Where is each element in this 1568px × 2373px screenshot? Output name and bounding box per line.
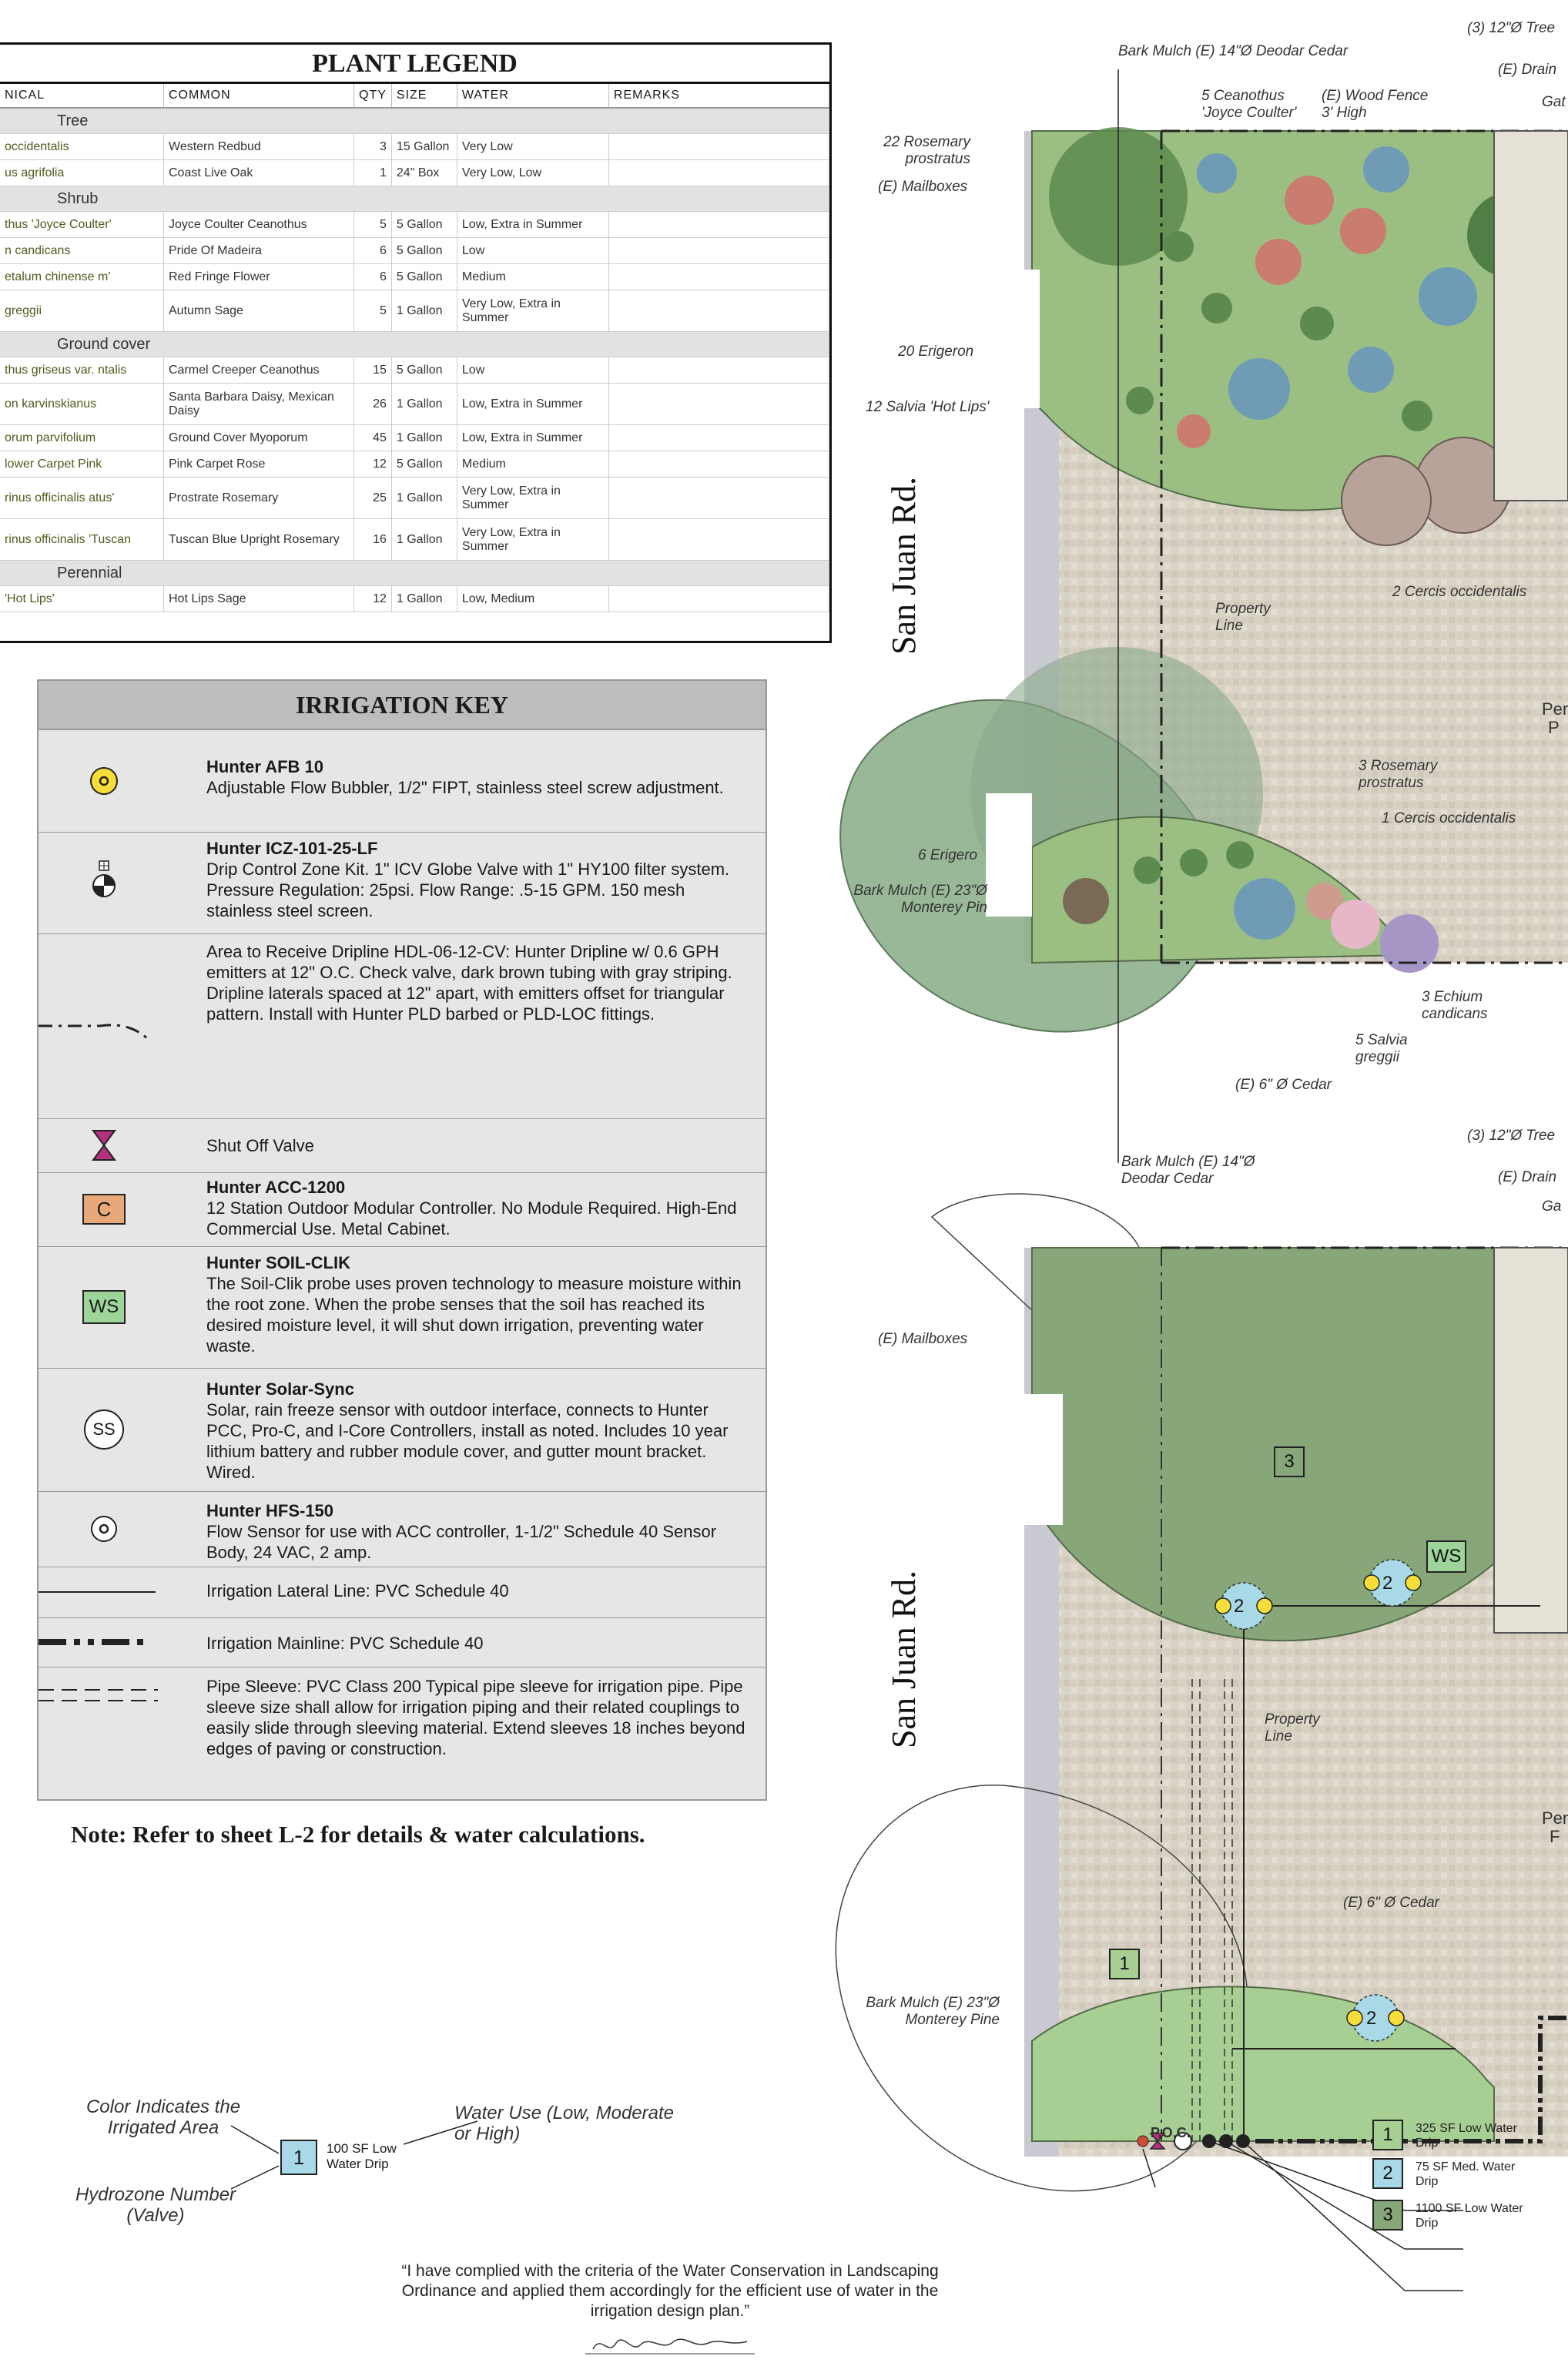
lateral-line-icon <box>39 1567 169 1617</box>
controller-symbol-text: C <box>82 1194 126 1225</box>
plant-cell-water: Very Low, Low <box>457 160 608 186</box>
plant-row <box>0 478 829 519</box>
key-name-controller: Hunter ACC-1200 <box>206 1178 346 1197</box>
plant-cell-botanical: thus 'Joyce Coulter' <box>0 212 164 238</box>
key-name-flow-sensor: Hunter HFS-150 <box>206 1501 334 1520</box>
plant-cell-qty: 15 <box>354 357 392 384</box>
plant-cell-botanical: etalum chinense m' <box>0 264 164 290</box>
plant-cell-remarks <box>608 160 829 186</box>
plant-cell-remarks <box>608 212 829 238</box>
key-name-soil-clik: Hunter SOIL-CLIK <box>206 1253 350 1272</box>
key-row-solar-sync <box>39 1368 766 1492</box>
hz-leader-lines <box>0 2080 770 2234</box>
plant-cell-size: 1 Gallon <box>391 384 457 425</box>
plant-cell-qty: 5 <box>354 212 392 238</box>
plant-row <box>0 519 829 561</box>
plant-cell-botanical: 'Hot Lips' <box>0 586 164 612</box>
lbl-drain-bottom: (E) Drain <box>1498 1169 1557 1185</box>
header-common: COMMON <box>164 84 354 108</box>
plant-group-name: Perennial <box>0 561 829 586</box>
lbl-poc: P.O.C. <box>1151 2125 1191 2140</box>
irrigation-plan <box>816 1186 1568 2373</box>
lbl-rosemary3: 3 Rosemary prostratus <box>1359 758 1438 791</box>
zone-marker-2a: 2 <box>1234 1596 1245 1617</box>
plant-cell-common: Pink Carpet Rose <box>164 451 354 478</box>
plant-cell-remarks <box>608 586 829 612</box>
key-desc-shutoff: Shut Off Valve <box>206 1136 314 1155</box>
key-desc-mainline: Irrigation Mainline: PVC Schedule 40 <box>206 1634 484 1653</box>
plant-cell-qty: 12 <box>354 586 392 612</box>
lbl-f-bottom: F <box>1550 1827 1560 1846</box>
plant-group-name: Ground cover <box>0 332 829 357</box>
plant-cell-botanical: us agrifolia <box>0 160 164 186</box>
key-row-shutoff <box>39 1118 766 1173</box>
plant-cell-size: 15 Gallon <box>391 134 457 160</box>
plant-cell-size: 1 Gallon <box>391 290 457 332</box>
plant-group-name: Tree <box>0 108 829 134</box>
plant-row <box>0 238 829 264</box>
plant-cell-size: 5 Gallon <box>391 264 457 290</box>
lbl-drain: (E) Drain <box>1498 62 1557 78</box>
soil-clik-icon <box>39 1246 169 1368</box>
lbl-cercis2: 2 Cercis occidentalis <box>1392 584 1527 600</box>
plant-cell-botanical: lower Carpet Pink <box>0 451 164 478</box>
key-row-lateral-line <box>39 1567 766 1618</box>
plant-cell-common: Autumn Sage <box>164 290 354 332</box>
lbl-per-top: Per <box>1542 699 1568 719</box>
key-row-pipe-sleeve <box>39 1667 766 1799</box>
lbl-rosemary22: 22 Rosemary prostratus <box>883 134 970 167</box>
plant-cell-qty: 26 <box>354 384 392 425</box>
plant-group-row <box>0 108 829 134</box>
key-row-soil-clik <box>39 1246 766 1369</box>
plant-cell-water: Very Low, Extra in Summer <box>457 290 608 332</box>
lbl-property-line-bottom: Property Line <box>1265 1711 1320 1745</box>
plant-legend-title: PLANT LEGEND <box>0 45 829 84</box>
plant-cell-qty: 3 <box>354 134 392 160</box>
lbl-cedar6-bottom: (E) 6" Ø Cedar <box>1343 1895 1440 1911</box>
plant-cell-water: Very Low, Extra in Summer <box>457 478 608 519</box>
plant-cell-water: Very Low <box>457 134 608 160</box>
plant-cell-common: Carmel Creeper Ceanothus <box>164 357 354 384</box>
plant-cell-water: Low <box>457 357 608 384</box>
zone-legend-2-text: 75 SF Med. Water Drip <box>1416 2160 1516 2188</box>
key-row-drip-valve <box>39 832 766 934</box>
plant-cell-qty: 1 <box>354 160 392 186</box>
plant-cell-botanical: greggii <box>0 290 164 332</box>
plant-cell-botanical: rinus officinalis 'Tuscan <box>0 519 164 561</box>
solar-sync-icon <box>39 1368 169 1491</box>
hz-color-label: Color Indicates the Irrigated Area <box>85 2096 241 2138</box>
plant-group-name: Shrub <box>0 186 829 212</box>
zone-marker-1: 1 <box>1109 1949 1140 1979</box>
plant-cell-qty: 25 <box>354 478 392 519</box>
plant-legend-body <box>0 108 829 612</box>
plant-cell-size: 5 Gallon <box>391 451 457 478</box>
irrigation-key-title: IRRIGATION KEY <box>39 681 766 730</box>
lbl-pine-top: Bark Mulch (E) 23"Ø Monterey Pin <box>853 883 987 916</box>
key-row-mainline <box>39 1617 766 1667</box>
plant-cell-common: Pride Of Madeira <box>164 238 354 264</box>
plant-row <box>0 160 829 186</box>
plant-group-row <box>0 186 829 212</box>
drip-valve-icon <box>39 832 169 933</box>
note-text: Note: Refer to sheet L-2 for details & water calculations. <box>71 1821 645 1848</box>
bubbler-icon <box>39 730 169 832</box>
plant-cell-common: Western Redbud <box>164 134 354 160</box>
plant-row <box>0 451 829 478</box>
plant-cell-size: 5 Gallon <box>391 357 457 384</box>
key-desc-solar-sync: Solar, rain freeze sensor with outdoor interface, connects to Hunter PCC, Pro-C, and I-Core Controllers, install as noted. Includes 10 year lithium battery and rubber module cover, and gutter mount bracket. Wired. <box>206 1400 729 1482</box>
lbl-tree12-bottom: (3) 12"Ø Tree <box>1467 1128 1556 1144</box>
plant-cell-size: 1 Gallon <box>391 478 457 519</box>
plant-cell-botanical: occidentalis <box>0 134 164 160</box>
plant-legend-header-row <box>0 84 829 108</box>
plant-cell-size: 1 Gallon <box>391 519 457 561</box>
plant-cell-common: Prostrate Rosemary <box>164 478 354 519</box>
lbl-property-line-top: Property Line <box>1215 601 1271 634</box>
header-water: WATER <box>457 84 608 108</box>
lbl-ceanothus: 5 Ceanothus 'Joyce Coulter' <box>1201 88 1297 121</box>
lbl-gate: Gat <box>1542 94 1566 110</box>
lbl-pine-bottom: Bark Mulch (E) 23"Ø Monterey Pine <box>866 1995 1000 2028</box>
lbl-salvia12: 12 Salvia 'Hot Lips' <box>866 399 990 415</box>
lbl-salvia5: 5 Salvia greggii <box>1355 1032 1408 1065</box>
plant-cell-remarks <box>608 238 829 264</box>
controller-icon <box>39 1172 169 1246</box>
key-name-solar-sync: Hunter Solar-Sync <box>206 1379 354 1399</box>
compliance-statement: “I have complied with the criteria of the Water Conservation in Landscaping Ordinance and applied them accordingly for the efficient use of water in the irrigation design plan.” <box>401 2262 939 2320</box>
solar-sync-symbol-text: SS <box>84 1409 124 1450</box>
zone-marker-3: 3 <box>1274 1446 1305 1477</box>
plant-row <box>0 357 829 384</box>
plant-cell-common: Hot Lips Sage <box>164 586 354 612</box>
plant-cell-size: 1 Gallon <box>391 586 457 612</box>
lbl-per-bottom: Per <box>1542 1808 1568 1828</box>
plant-cell-remarks <box>608 425 829 451</box>
key-row-flow-sensor <box>39 1491 766 1567</box>
plant-cell-remarks <box>608 384 829 425</box>
key-desc-flow-sensor: Flow Sensor for use with ACC controller, 1-1/2" Schedule 40 Sensor Body, 24 VAC, 2 amp. <box>206 1522 717 1562</box>
signature <box>578 2326 762 2365</box>
plant-row <box>0 212 829 238</box>
zone-legend-3-text: 1100 SF Low Water Drip <box>1416 2202 1523 2230</box>
plant-cell-common: Tuscan Blue Upright Rosemary <box>164 519 354 561</box>
zone-legend-2-box: 2 <box>1372 2158 1403 2189</box>
plant-cell-botanical: n candicans <box>0 238 164 264</box>
plant-row <box>0 425 829 451</box>
key-desc-controller: 12 Station Outdoor Modular Controller. No Module Required. High-End Commercial Use. Metal Cabinet. <box>206 1198 737 1238</box>
flow-sensor-icon <box>39 1491 169 1567</box>
plant-cell-size: 5 Gallon <box>391 238 457 264</box>
zone-legend-3-box: 3 <box>1372 2200 1403 2231</box>
plant-cell-botanical: thus griseus var. ntalis <box>0 357 164 384</box>
plant-legend <box>0 42 832 643</box>
key-desc-soil-clik: The Soil-Clik probe uses proven technology to measure moisture within the root zone. When the probe senses that the soil has reached its desired moisture level, it will shut down irrigation, preventing water waste. <box>206 1274 742 1356</box>
key-desc-pipe-sleeve: Pipe Sleeve: PVC Class 200 Typical pipe sleeve for irrigation pipe. Pipe sleeve size shall allow for irrigation piping and their related couplings to easily slide through sleeving material. Extend sleeves 18 inches beyond edges of paving or construction. <box>206 1677 745 1758</box>
plant-cell-remarks <box>608 357 829 384</box>
plant-cell-botanical: orum parvifolium <box>0 425 164 451</box>
plant-cell-water: Low, Medium <box>457 586 608 612</box>
lbl-echium: 3 Echium candicans <box>1422 989 1488 1022</box>
plant-cell-common: Joyce Coulter Ceanothus <box>164 212 354 238</box>
key-row-controller <box>39 1172 766 1247</box>
header-qty: QTY <box>354 84 392 108</box>
zone-marker-2c: 2 <box>1366 2008 1377 2029</box>
lbl-gate-bottom: Ga <box>1542 1198 1562 1215</box>
plant-cell-size: 5 Gallon <box>391 212 457 238</box>
hz-water-use-label: Water Use (Low, Moderate or High) <box>454 2103 675 2144</box>
plant-row <box>0 290 829 332</box>
poc-icon <box>1137 2136 1148 2147</box>
lbl-fence: (E) Wood Fence 3' High <box>1322 88 1429 121</box>
plant-cell-qty: 6 <box>354 238 392 264</box>
zone3-area <box>1032 1248 1494 1641</box>
plant-cell-remarks <box>608 134 829 160</box>
zone-legend-1-box: 1 <box>1372 2120 1403 2150</box>
plant-cell-water: Medium <box>457 264 608 290</box>
header-size: SIZE <box>391 84 457 108</box>
plant-cell-size: 1 Gallon <box>391 425 457 451</box>
plant-cell-water: Low, Extra in Summer <box>457 384 608 425</box>
plant-cell-remarks <box>608 519 829 561</box>
plant-cell-size: 24" Box <box>391 160 457 186</box>
key-desc-lateral-line: Irrigation Lateral Line: PVC Schedule 40 <box>206 1581 509 1600</box>
hz-number-label: Hydrozone Number (Valve) <box>75 2184 236 2226</box>
road-label-top: San Juan Rd. <box>885 477 923 655</box>
zone-marker-2b: 2 <box>1382 1573 1393 1594</box>
mainline-icon <box>39 1617 169 1667</box>
soil-clik-symbol-text: WS <box>82 1290 126 1324</box>
ws-plan-icon: WS <box>1426 1540 1466 1573</box>
plant-legend-table <box>0 84 829 612</box>
key-row-bubbler <box>39 730 766 833</box>
lbl-mailboxes: (E) Mailboxes <box>878 179 968 195</box>
plant-cell-qty: 12 <box>354 451 392 478</box>
plant-cell-remarks <box>608 264 829 290</box>
plant-cell-common: Coast Live Oak <box>164 160 354 186</box>
hz-sample-box: 1 <box>280 2140 317 2175</box>
key-desc-bubbler: Adjustable Flow Bubbler, 1/2" FIPT, stainless steel screw adjustment. <box>206 778 724 797</box>
plant-cell-botanical: on karvinskianus <box>0 384 164 425</box>
plant-cell-water: Very Low, Extra in Summer <box>457 519 608 561</box>
plant-cell-qty: 45 <box>354 425 392 451</box>
plant-row <box>0 264 829 290</box>
lbl-deodar-bottom-top: Bark Mulch (E) 14"Ø Deodar Cedar <box>1121 1154 1255 1187</box>
key-name-bubbler: Hunter AFB 10 <box>206 757 323 776</box>
lbl-erigeron6: 6 Erigero <box>918 847 978 863</box>
key-desc-drip-valve: Drip Control Zone Kit. 1" ICV Globe Valve with 1" HY100 filter system. Pressure Regulation: 25psi. Flow Range: .5-15 GPM. 150 mesh stainless steel screen. <box>206 860 730 920</box>
key-desc-dripline: Area to Receive Dripline HDL-06-12-CV: Hunter Dripline w/ 0.6 GPH emitters at 12" O.C. Check valve, dark brown tubing with gray striping. Dripline laterals spaced at 12" apart, with emitters offset for triangular pattern. Install with Hunter PLD barbed or PLD-LOC fittings. <box>206 942 732 1024</box>
key-row-dripline <box>39 933 766 1119</box>
plant-cell-common: Santa Barbara Daisy, Mexican Daisy <box>164 384 354 425</box>
lbl-tree12: (3) 12"Ø Tree <box>1467 20 1556 36</box>
zone-legend-1-text: 325 SF Low Water Drip <box>1416 2122 1517 2150</box>
lbl-deodar: Bark Mulch (E) 14"Ø Deodar Cedar <box>1118 43 1349 59</box>
hz-sample-text: 100 SF Low Water Drip <box>327 2141 397 2171</box>
plant-cell-botanical: rinus officinalis atus' <box>0 478 164 519</box>
plant-row <box>0 134 829 160</box>
plant-cell-remarks <box>608 290 829 332</box>
plant-cell-common: Red Fringe Flower <box>164 264 354 290</box>
irrigation-key <box>37 679 767 1801</box>
header-botanical: NICAL <box>0 84 164 108</box>
plant-cell-qty: 16 <box>354 519 392 561</box>
lbl-erigeron20: 20 Erigeron <box>898 344 974 360</box>
plant-group-row <box>0 561 829 586</box>
road-label-bottom: San Juan Rd. <box>885 1570 923 1748</box>
shutoff-valve-icon <box>39 1118 169 1172</box>
key-name-drip-valve: Hunter ICZ-101-25-LF <box>206 839 378 858</box>
plant-cell-qty: 5 <box>354 290 392 332</box>
plant-cell-water: Low, Extra in Summer <box>457 425 608 451</box>
lbl-mailboxes-bottom: (E) Mailboxes <box>878 1331 968 1347</box>
lbl-cercis1: 1 Cercis occidentalis <box>1382 810 1516 826</box>
plant-group-row <box>0 332 829 357</box>
lbl-cedar6-top: (E) 6" Ø Cedar <box>1235 1077 1332 1093</box>
lbl-p-top: P <box>1548 718 1560 737</box>
plant-row <box>0 384 829 425</box>
plant-cell-remarks <box>608 451 829 478</box>
plant-cell-remarks <box>608 478 829 519</box>
plant-cell-common: Ground Cover Myoporum <box>164 425 354 451</box>
plant-cell-water: Medium <box>457 451 608 478</box>
dripline-icon <box>39 933 169 1118</box>
plant-cell-water: Low <box>457 238 608 264</box>
plant-row <box>0 586 829 612</box>
pipe-sleeve-icon <box>39 1667 169 1799</box>
plant-cell-qty: 6 <box>354 264 392 290</box>
header-remarks: REMARKS <box>608 84 829 108</box>
plant-cell-water: Low, Extra in Summer <box>457 212 608 238</box>
